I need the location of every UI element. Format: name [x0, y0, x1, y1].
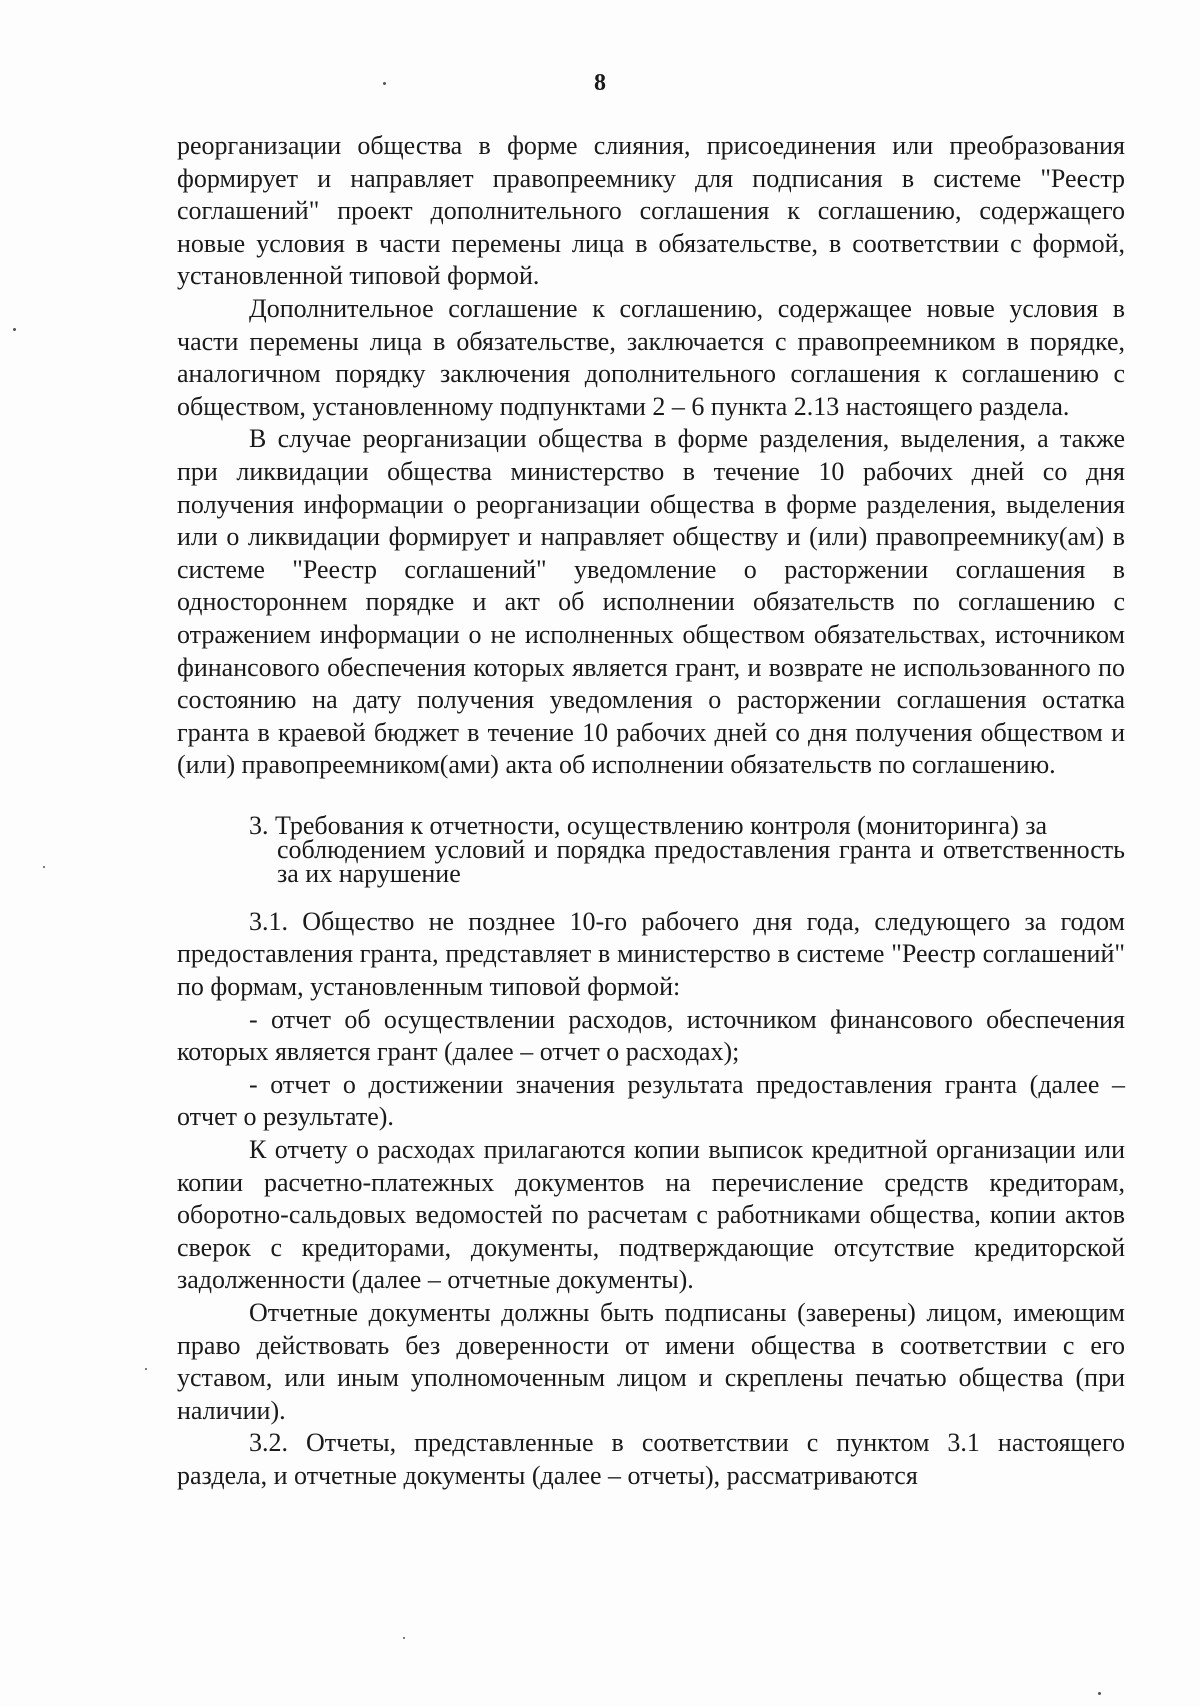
section-3-heading: [177, 810, 1125, 888]
clause-3-2: 3.2. Отчеты, представленные в соответствии с пунктом 3.1 настоящего раздела, и отчетные документы (далее – отчеты), рассматриваются: [177, 1428, 1125, 1490]
paragraph-reorganization-division: В случае реорганизации общества в форме разделения, выделения, а также при ликвидации общества министерство в течение 10 рабочих дней со дня получения информации о реорганизации общества в форме разделения, выделения или о ликвидации формирует и направляет обществу и (или) правопреемнику(ам) в системе "Реестр соглашений" уведомление о расторжении соглашения в одностороннем порядке и акт об исполнении обязательств по соглашению с отражением информации о не исполненных обществом обязательствах, источником финансового обеспечения которых является грант, и возврате не использованного по состоянию на дату получения уведомления о расторжении соглашения остатка гранта в краевой бюджет в течение 10 рабочих дней со дня получения обществом и (или) правопреемником(ами) акта об исполнении обязательств по соглашению.: [177, 424, 1125, 780]
section-3-heading-line1: 3. Требования к отчетности, осуществлению контроля (мониторинга) за: [249, 810, 1048, 840]
scan-speck: [403, 1637, 405, 1639]
list-item-expense-report: - отчет об осуществлении расходов, источником финансового обеспечения которых является грант (далее – отчет о расходах);: [177, 1004, 1125, 1067]
scan-speck: [383, 82, 386, 85]
paragraph-reorganization-merger: реорганизации общества в форме слияния, присоединения или преобразования формирует и направляет правопреемнику для подписания в системе "Реестр соглашений" проект дополнительного соглашения к соглашению, содержащего новые условия в части перемены лица в обязательстве, в соответствии с формой, установленной типовой формой.: [177, 131, 1125, 291]
document-body: [177, 130, 1125, 1493]
paragraph-additional-agreement: Дополнительное соглашение к соглашению, содержащее новые условия в части перемены лица в обязательстве, заключается с правопреемником в порядке, аналогичном порядку заключения дополнительного соглашения к соглашению с обществом, установленному подпунктами 2 – 6 пункта 2.13 настоящего раздела.: [177, 293, 1125, 421]
scan-speck: [13, 328, 16, 331]
list-item-result-report: - отчет о достижении значения результата предоставления гранта (далее – отчет о результате).: [177, 1069, 1125, 1132]
scan-speck: [43, 866, 45, 868]
page-number: 8: [594, 70, 606, 96]
paragraph-report-documents: К отчету о расходах прилагаются копии выписок кредитной организации или копии расчетно-платежных документов на перечисление средств кредиторам, оборотно-сальдовых ведомостей по расчетам с работниками общества, копии актов сверок с кредиторами, документы, подтверждающие отсутствие кредиторской задолженности (далее – отчетные документы).: [177, 1135, 1125, 1295]
scan-speck: [145, 1368, 147, 1370]
clause-3-1: 3.1. Общество не позднее 10-го рабочего дня года, следующего за годом предоставления гранта, представляет в министерство в системе "Реестр соглашений" по формам, установленным типовой формой:: [177, 906, 1125, 1002]
paragraph-signature-requirements: Отчетные документы должны быть подписаны (заверены) лицом, имеющим право действовать без доверенности от имени общества в соответствии с его уставом, или иным уполномоченным лицом и скреплены печатью общества (при наличии).: [177, 1298, 1125, 1425]
scan-speck: [1098, 1692, 1101, 1695]
section-3-heading-line2: соблюдением условий и порядка предоставления гранта и ответственность за их нарушение: [277, 834, 1125, 888]
